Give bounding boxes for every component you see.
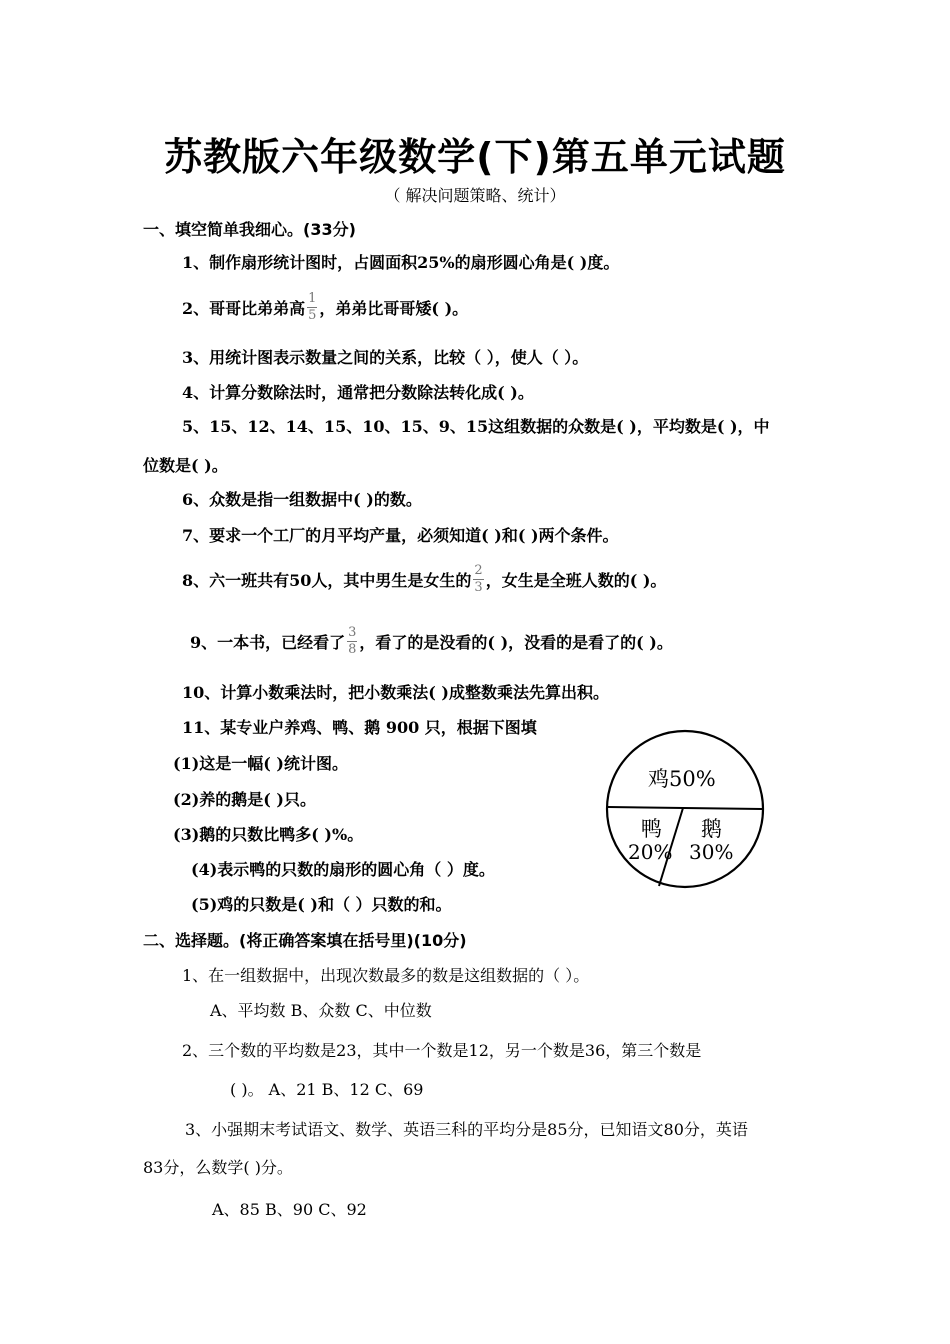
- section2-heading: 二、选择题。(将正确答案填在括号里)(10分): [143, 931, 467, 950]
- q8-fraction: [473, 564, 483, 595]
- s1-question-4: 4、计算分数除法时，通常把分数除法转化成( )。: [182, 383, 534, 402]
- s1-question-8: [182, 557, 666, 601]
- page-subtitle: （ 解决问题策略、统计）: [384, 186, 566, 205]
- s2-question-1: 1、在一组数据中，出现次数最多的数是这组数据的（ ）。: [182, 966, 590, 985]
- pie-label-duck-name: 鸭: [641, 817, 662, 841]
- s1-question-3: 3、用统计图表示数量之间的关系，比较（ ），使人（ ）。: [182, 348, 589, 367]
- q8-fraction-num: 2: [474, 562, 483, 578]
- s1-question-11-part5: (5)鸡的只数是( )和（ ）只数的和。: [191, 895, 452, 914]
- q9-fraction: [347, 626, 357, 657]
- s2-question-3-options: A、85 B、90 C、92: [212, 1200, 367, 1219]
- q9-fraction-den: 8: [348, 641, 357, 657]
- pie-label-chicken: 鸡50%: [648, 767, 716, 791]
- pie-divider-horizontal: [608, 807, 762, 809]
- s1-question-5-line1: 5、15、12、14、15、10、15、9、15这组数据的众数是( )，平均数是( )，中: [182, 417, 770, 436]
- s1-question-11-part3: (3)鹅的只数比鸭多( )%。: [173, 825, 364, 844]
- q8-text-a: 8、六一班共有50人，其中男生是女生的: [182, 570, 472, 590]
- pie-label-goose-pct: 30%: [689, 840, 734, 864]
- q2-fraction: [307, 292, 317, 323]
- s2-question-3-line2: 83分，么数学( )分。: [143, 1158, 293, 1177]
- s2-question-1-options: A、平均数 B、众数 C、中位数: [210, 1001, 432, 1020]
- s1-question-11-part1: (1)这是一幅( )统计图。: [173, 754, 348, 773]
- pie-label-goose-name: 鹅: [701, 817, 722, 841]
- s1-question-11-part2: (2)养的鹅是( )只。: [173, 790, 316, 809]
- s1-question-5-line2: 位数是( )。: [143, 456, 228, 475]
- q8-fraction-den: 3: [474, 579, 483, 595]
- q9-text-a: 9、一本书，已经看了: [190, 632, 346, 652]
- q2-text-b: ，弟弟比哥哥矮( )。: [319, 298, 469, 318]
- page-title: 苏教版六年级数学(下)第五单元试题: [164, 135, 786, 179]
- s1-question-2: [182, 285, 468, 329]
- s1-question-11-part4: (4)表示鸭的只数的扇形的圆心角（ ）度。: [191, 860, 495, 879]
- s1-question-9: [190, 619, 673, 663]
- s1-question-6: 6、众数是指一组数据中( )的数。: [182, 490, 422, 509]
- q8-text-b: ，女生是全班人数的( )。: [485, 570, 667, 590]
- q9-fraction-num: 3: [348, 624, 357, 640]
- q9-text-b: ，看了的是没看的( )，没看的是看了的( )。: [359, 632, 673, 652]
- s2-question-2-line1: 2、三个数的平均数是23，其中一个数是12，另一个数是36，第三个数是: [182, 1041, 702, 1060]
- s1-question-11: 11、某专业户养鸡、鸭、鹅 900 只，根据下图填: [182, 718, 537, 737]
- s1-question-10: 10、计算小数乘法时，把小数乘法( )成整数乘法先算出积。: [182, 683, 609, 702]
- pie-chart: [600, 725, 775, 900]
- s2-question-3-line1: 3、小强期末考试语文、数学、英语三科的平均分是85分，已知语文80分，英语: [185, 1120, 748, 1139]
- s2-question-2-line2: ( )。 A、21 B、12 C、69: [230, 1080, 424, 1099]
- section1-heading: 一、填空简单我细心。(33分): [143, 220, 356, 239]
- pie-label-duck-pct: 20%: [628, 840, 673, 864]
- s1-question-7: 7、要求一个工厂的月平均产量，必须知道( )和( )两个条件。: [182, 526, 619, 545]
- q2-fraction-den: 5: [308, 307, 317, 323]
- q2-fraction-num: 1: [308, 290, 317, 306]
- q2-text-a: 2、哥哥比弟弟高: [182, 298, 306, 318]
- s1-question-1: 1、制作扇形统计图时，占圆面积25%的扇形圆心角是( )度。: [182, 253, 620, 272]
